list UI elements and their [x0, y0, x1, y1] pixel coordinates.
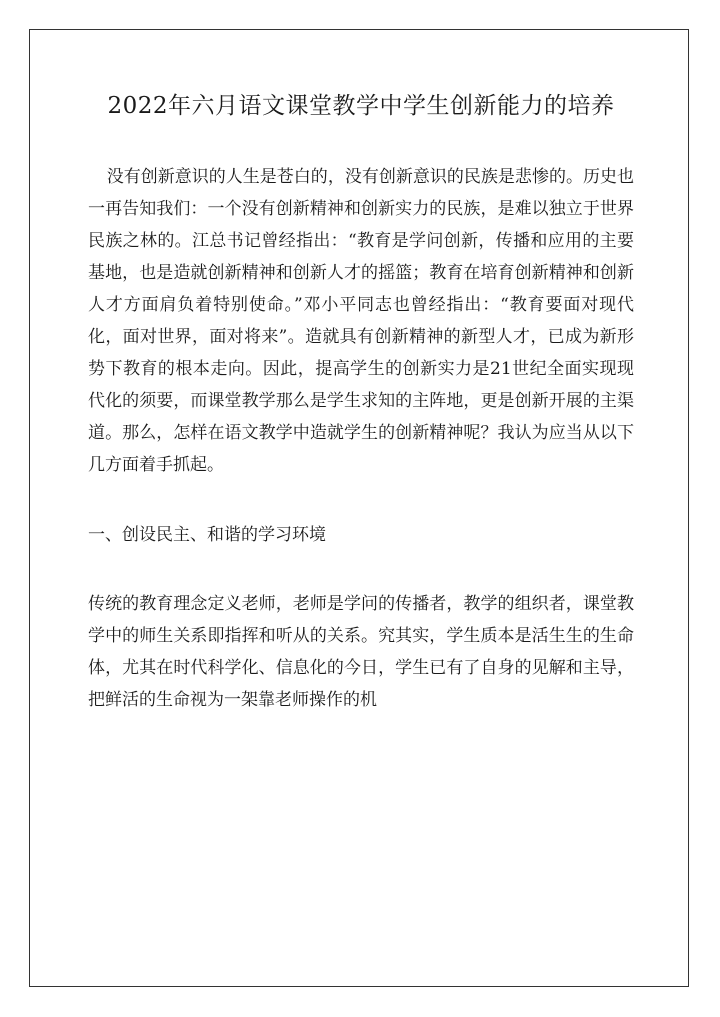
section-paragraph: 传统的教育理念定义老师，老师是学问的传播者，教学的组织者，课堂教学中的师生关系即指挥和听从的关系。究其实，学生质本是活生生的生命体，尤其在时代科学化、信息化的今日，学生已有了自身的见解和主导，把鲜活的生命视为一架靠老师操作的机 — [88, 594, 634, 710]
document-title: 2022年六月语文课堂教学中学生创新能力的培养 — [107, 93, 615, 119]
document-body — [88, 88, 634, 716]
section-heading: 一、创设民主、和谐的学习环境 — [88, 525, 326, 545]
intro-paragraph: 没有创新意识的人生是苍白的，没有创新意识的民族是悲惨的。历史也一再告知我们：一个没有创新精神和创新实力的民族，是难以独立于世界民族之林的。江总书记曾经指出：“教育是学问创新，传播和应用的主要基地，也是造就创新精神和创新人才的摇篮；教育在培育创新精神和创新人才方面肩负着特别使命。”邓小平同志也曾经指出：“教育要面对现代化，面对世界，面对将来”。造就具有创新精神的新型人才，已成为新形势下教育的根本走向。因此，提高学生的创新实力是21世纪全面实现现代化的须要，而课堂教学那么是学生求知的主阵地，更是创新开展的主渠道。那么，怎样在语文教学中造就学生的创新精神呢？我认为应当从以下几方面着手抓起。 — [88, 167, 634, 475]
